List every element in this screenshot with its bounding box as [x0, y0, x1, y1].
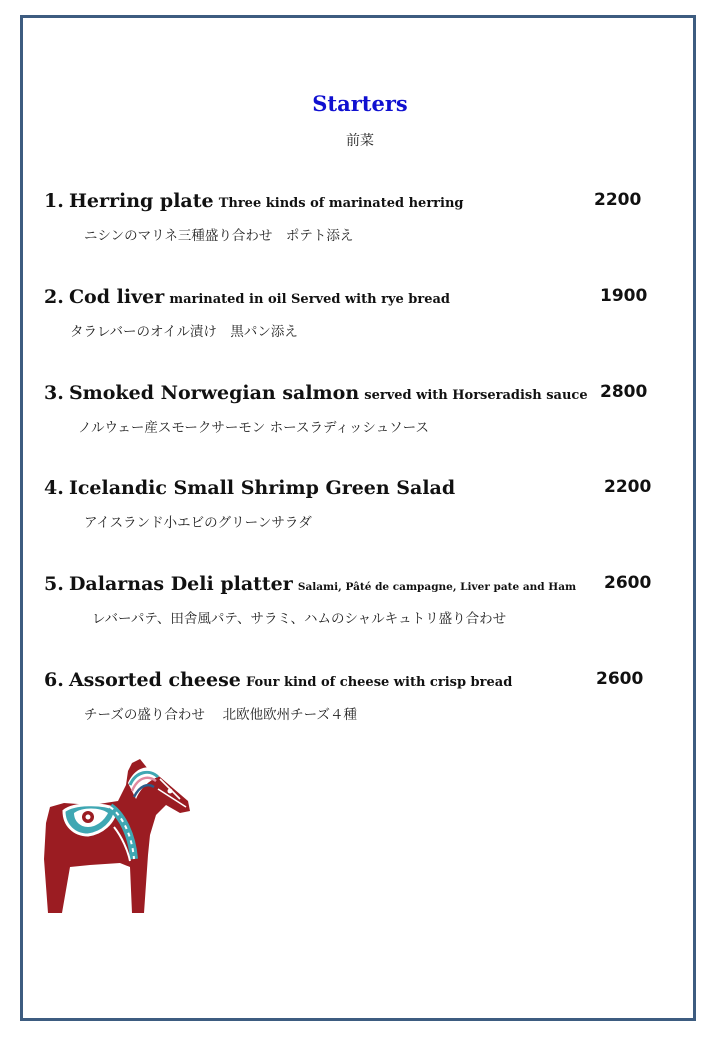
item-japanese-description: ノルウェー産スモークサーモン ホースラディッシュソース: [78, 420, 429, 436]
item-description: Three kinds of marinated herring: [218, 196, 464, 211]
item-line: [44, 573, 576, 595]
menu-item: [44, 190, 664, 270]
item-number: 2.: [44, 286, 64, 308]
item-japanese-description: チーズの盛り合わせ 北欧他欧州チーズ４種: [84, 707, 357, 723]
dala-horse-icon: [40, 755, 192, 917]
item-price: 1900: [600, 286, 648, 306]
item-description: Salami, Pâté de campagne, Liver pate and Ham: [297, 581, 577, 593]
item-description: marinated in oil Served with rye bread: [169, 292, 451, 307]
item-japanese-description: タラレバーのオイル漬け 黒パン添え: [70, 324, 298, 340]
item-price: 2800: [600, 382, 648, 402]
item-line: [44, 669, 512, 691]
item-name: Assorted cheese: [68, 669, 241, 691]
item-name: Smoked Norwegian salmon: [68, 382, 360, 404]
menu-item: [44, 382, 664, 462]
item-price: 2600: [604, 573, 652, 593]
menu-item: [44, 573, 664, 653]
item-line: [44, 190, 464, 212]
item-name: Dalarnas Deli platter: [68, 573, 293, 595]
item-name: Herring plate: [68, 190, 214, 212]
item-description: served with Horseradish sauce: [364, 388, 588, 403]
item-name: Cod liver: [68, 286, 165, 308]
section-subtitle: 前菜: [346, 133, 374, 149]
item-price: 2200: [604, 477, 652, 497]
item-japanese-description: ニシンのマリネ三種盛り合わせ ポテト添え: [84, 228, 354, 244]
menu-item: [44, 669, 664, 749]
item-name: Icelandic Small Shrimp Green Salad: [68, 477, 456, 499]
item-number: 4.: [44, 477, 64, 499]
item-line: [44, 477, 455, 499]
item-price: 2600: [596, 669, 644, 689]
menu-item: [44, 286, 664, 366]
item-japanese-description: アイスランド小エビのグリーンサラダ: [84, 515, 312, 531]
item-number: 5.: [44, 573, 64, 595]
item-description: Four kind of cheese with crisp bread: [245, 675, 513, 690]
item-line: [44, 382, 588, 404]
section-title: Starters: [312, 91, 408, 116]
item-number: 3.: [44, 382, 64, 404]
item-number: 6.: [44, 669, 64, 691]
item-japanese-description: レバーパテ、田舎風パテ、サラミ、ハムのシャルキュトリ盛り合わせ: [92, 611, 507, 627]
item-price: 2200: [594, 190, 642, 210]
item-number: 1.: [44, 190, 64, 212]
menu-item: [44, 477, 664, 557]
item-line: [44, 286, 450, 308]
